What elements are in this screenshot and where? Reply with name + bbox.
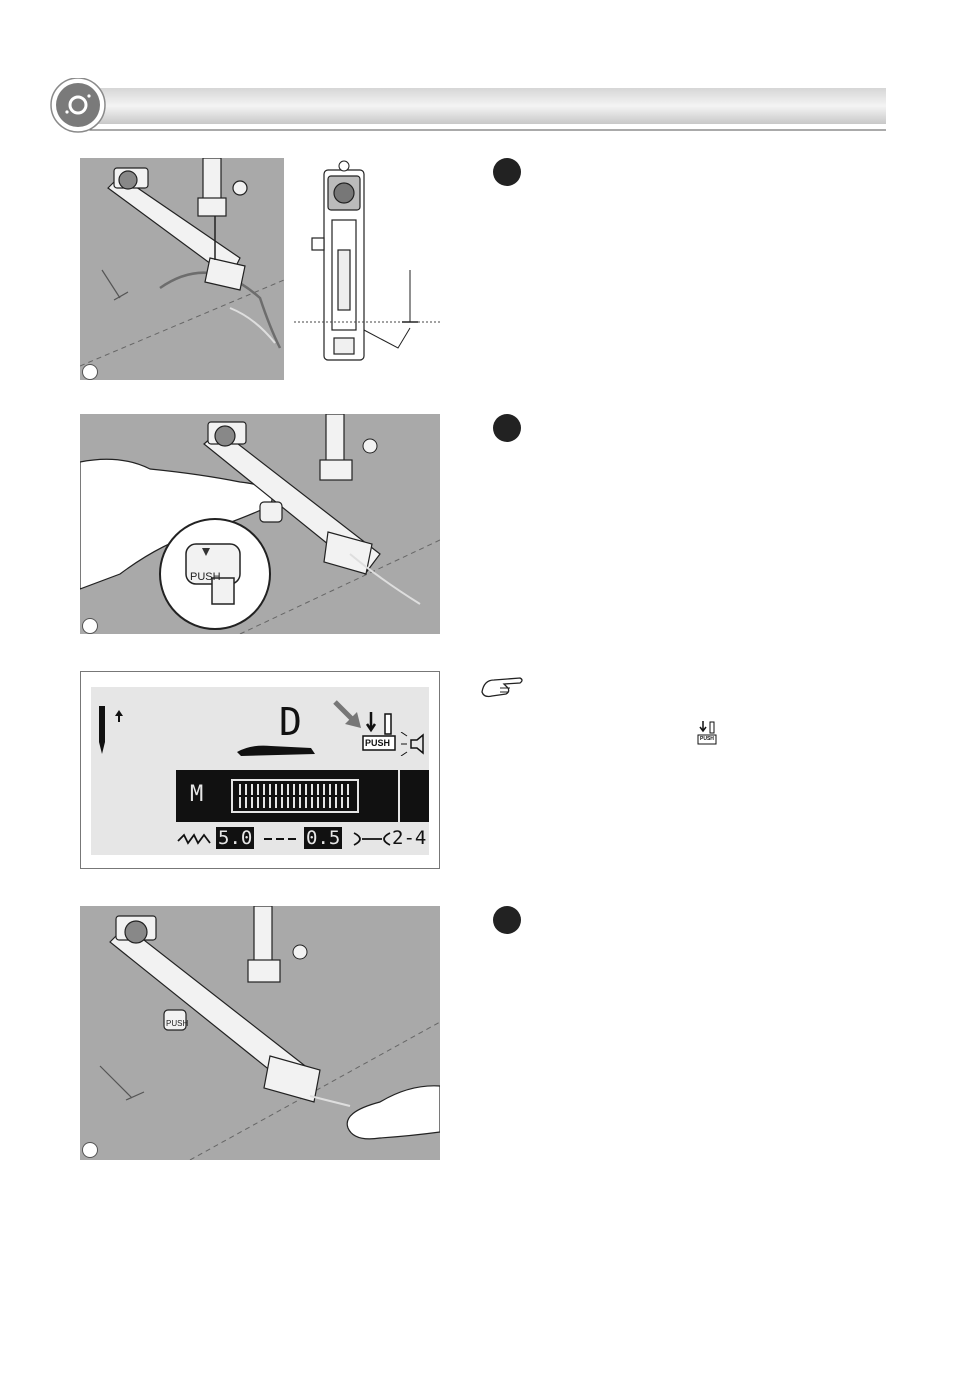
stitch-length-icon bbox=[262, 831, 302, 847]
mode-letter: M bbox=[190, 782, 204, 807]
zoom-push-label: PUSH bbox=[190, 571, 221, 583]
figure-pull-down-lever bbox=[80, 414, 440, 634]
lcd-pattern-bar bbox=[176, 770, 429, 822]
zigzag-width-value: 5.0 bbox=[218, 827, 253, 849]
section-header bbox=[50, 78, 888, 136]
note-hand-icon bbox=[478, 674, 524, 700]
figure-foot-top-view bbox=[294, 160, 440, 372]
pattern-divider bbox=[398, 770, 400, 822]
step-1-marker bbox=[493, 158, 521, 186]
foot-push-label: PUSH bbox=[166, 1019, 189, 1028]
inline-push-icon bbox=[697, 721, 717, 745]
figure-number-circle bbox=[82, 1142, 98, 1158]
buttonhole-pattern-icon bbox=[230, 778, 360, 814]
fabric-illustration bbox=[80, 158, 284, 380]
step-2-marker bbox=[493, 414, 521, 442]
presser-foot-icon bbox=[231, 734, 321, 760]
tension-value: 2-4 bbox=[392, 827, 427, 849]
arrow-pointer-icon bbox=[331, 698, 365, 732]
needle-up-icon bbox=[95, 702, 125, 758]
foot-letter: D bbox=[279, 700, 302, 744]
step-3-marker bbox=[493, 906, 521, 934]
push-label: PUSH bbox=[365, 738, 391, 748]
header-banner bbox=[50, 78, 888, 136]
lcd-display-frame bbox=[80, 671, 440, 869]
tension-icon bbox=[352, 829, 392, 849]
zigzag-width-icon bbox=[176, 831, 214, 847]
fabric-illustration bbox=[80, 414, 440, 634]
buzzer-icon bbox=[399, 732, 427, 756]
inline-push-label: PUSH bbox=[700, 736, 714, 742]
figure-buttonhole-foot-start bbox=[80, 158, 284, 380]
foot-top-view-drawing bbox=[294, 160, 440, 372]
figure-start-sewing bbox=[80, 906, 440, 1160]
push-lever-icon bbox=[361, 712, 397, 752]
figure-number-circle bbox=[82, 618, 98, 634]
camera-lens-icon bbox=[64, 91, 92, 119]
stitch-length-value: 0.5 bbox=[306, 827, 341, 849]
figure-number-circle bbox=[82, 364, 98, 380]
fabric-illustration bbox=[80, 906, 440, 1160]
lcd-settings-row bbox=[176, 825, 429, 853]
